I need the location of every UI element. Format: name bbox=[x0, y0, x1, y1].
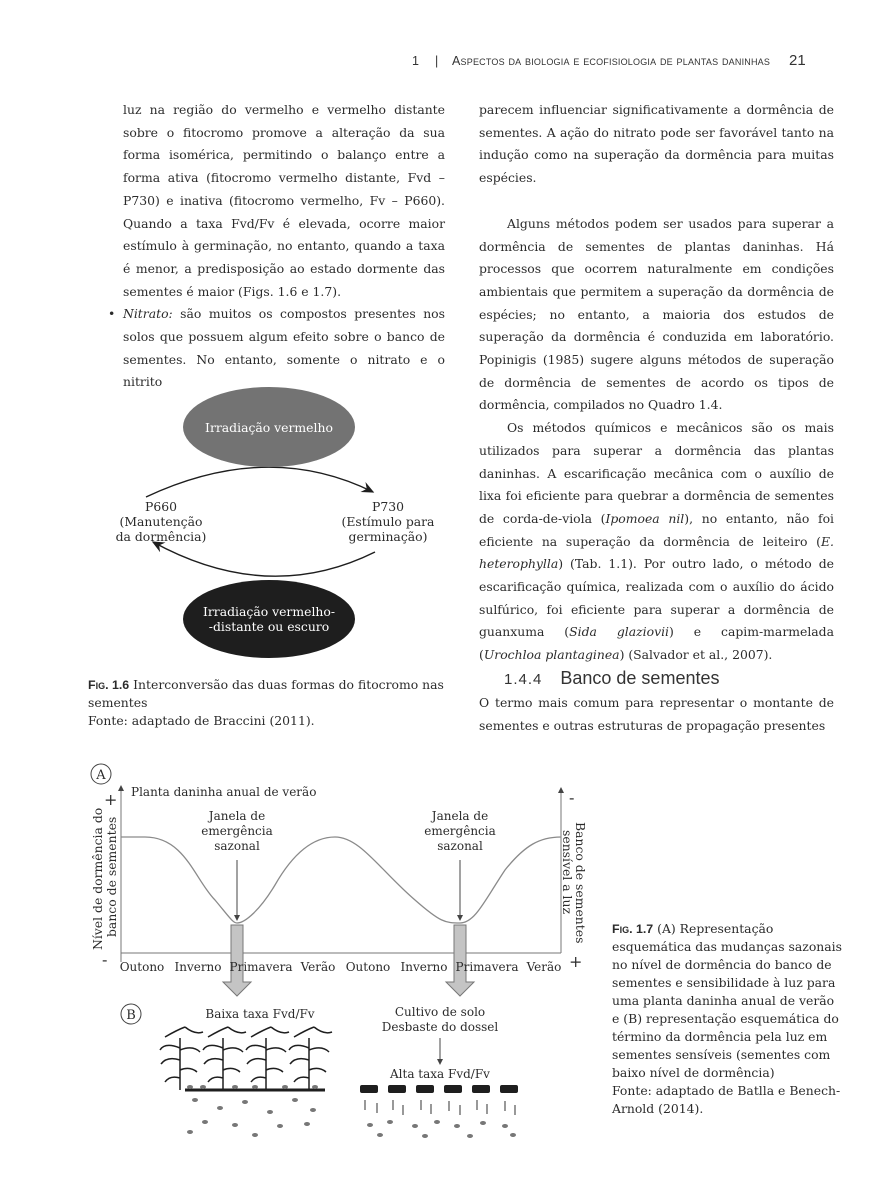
paragraph: O termo mais comum para representar o montante de sementes e outras estruturas de propagação presentes bbox=[479, 695, 834, 733]
section-title: Banco de sementes bbox=[560, 668, 720, 688]
bullet-text: são muitos os compostos presentes nos solos que possuem algum efeito sobre o banco de sementes. No entanto, somente o nitrato e o nitrito bbox=[123, 306, 445, 390]
svg-text:Banco de sementes: Banco de sementes bbox=[573, 822, 588, 944]
svg-text:Cultivo de solo: Cultivo de solo bbox=[394, 1005, 486, 1019]
species-name: Urochloa plantaginea bbox=[483, 647, 620, 663]
figure-source: Fonte: adaptado de Batlla e Benech-Arnold (2014). bbox=[612, 1083, 841, 1116]
seasonal-dormancy-chart bbox=[85, 760, 605, 1160]
figure-1-6-caption: Fig. 1.6 Interconversão das duas formas do fitocromo nas sementes Fonte: adaptado de Braccini (2011). bbox=[88, 676, 448, 730]
figure-1-6-diagram bbox=[88, 380, 458, 660]
red-irradiation-ellipse: Irradiação vermelho bbox=[183, 387, 355, 467]
dormancy-curve bbox=[121, 837, 561, 923]
figure-label: Fig. 1.7 bbox=[612, 922, 654, 936]
svg-text:Verão: Verão bbox=[300, 960, 336, 974]
far-red-irradiation-ellipse: Irradiação vermelho- -distante ou escuro bbox=[183, 580, 355, 658]
bullet-icon: • bbox=[108, 306, 116, 322]
svg-text:Desbaste do dossel: Desbaste do dossel bbox=[381, 1020, 499, 1034]
right-column bbox=[479, 99, 834, 667]
chapter-number: 1 bbox=[412, 54, 419, 68]
right-column-continued bbox=[479, 692, 834, 737]
svg-text:Primavera: Primavera bbox=[229, 960, 293, 974]
figure-source: Fonte: adaptado de Braccini (2011). bbox=[88, 713, 315, 728]
paragraph: luz na região do vermelho e vermelho distante sobre o fitocromo promove a alteração da sua forma isomérica, permitindo o balanço entre a forma ativa (fitocromo vermelho distante, Fvd – P730) e inativa (fitocromo vermelho, Fv – P660). Quando a taxa Fvd/Fv é elevada, ocorre maior estímulo à germinação, no entanto, quando a taxa é menor, a predisposição ao estado dormente das sementes é maior (Figs. 1.6 e 1.7). bbox=[123, 102, 445, 299]
svg-text:sensível a luz: sensível a luz bbox=[560, 830, 575, 915]
arrow-right-icon bbox=[146, 467, 373, 497]
species-name: Ipomoea nil bbox=[605, 510, 685, 526]
running-header bbox=[412, 54, 812, 74]
svg-text:sazonal: sazonal bbox=[214, 839, 260, 853]
paragraph: Os métodos químicos e mecânicos são os mais utilizados para superar a dormência das plantas daninhas. A escarificação mecânica com o auxílio de lixa foi eficiente para quebrar a dormência de sementes de corda-de-viola (Ipomoea nil), no entanto, não foi eficiente na superação da dormência de leiteiro (E. heterophylla) (Tab. 1.1). Por outro lado, o método de escarificação química, realizada com o auxílio do ácido sulfúrico, foi eficiente para superar a dormência de guanxuma (Sida glaziovii) e capim-marmelada (Urochloa plantaginea) (Salvador et al., 2007). bbox=[479, 420, 835, 663]
svg-text:+: + bbox=[104, 790, 118, 809]
species-name: E. heterophylla bbox=[479, 533, 834, 572]
section-number: 1.4.4 bbox=[504, 671, 543, 688]
paragraph: Alguns métodos podem ser usados para superar a dormência de sementes de plantas daninhas. Há processos que ocorrem naturalmente em condições ambientais que permitem a superação da dormência de espécies; no entanto, a maioria dos estudos de superação da dormência é conduzida em laboratório. Popinigis (1985) sugere alguns métodos de superação de dormência de sementes de acordo os tipos de dormência, compilados no Quadro 1.4. bbox=[479, 215, 834, 413]
svg-text:Baixa taxa Fvd/Fv: Baixa taxa Fvd/Fv bbox=[205, 1007, 315, 1021]
figure-1-7-diagram bbox=[85, 760, 605, 1160]
tall-plants-icon bbox=[160, 1027, 332, 1090]
svg-text:B: B bbox=[126, 1008, 136, 1023]
figure-1-7-caption: Fig. 1.7 (A) Representação esquemática das mudanças sazonais no nível de dormência do banco de sementes e sensibilidade à luz para uma planta daninha anual de verão e (B) representação esquemática do término da dormência pela luz em sementes sensíveis (sementes com baixo nível de dormência) Fonte: adaptado de Batlla e Benech-Arnold (2014). bbox=[612, 921, 842, 1116]
figure-label: Fig. 1.6 bbox=[88, 678, 130, 692]
svg-text:Nível de dormência do: Nível de dormência do bbox=[90, 807, 105, 950]
paragraph: parecem influenciar significativamente a dormência de sementes. A ação do nitrato pode ser favorável tanto na indução como na superação da dormência para muitas espécies. bbox=[479, 102, 834, 186]
p730-label: P730 (Estímulo para germinação) bbox=[341, 499, 435, 544]
svg-text:Outono: Outono bbox=[119, 960, 165, 974]
svg-text:Inverno: Inverno bbox=[174, 960, 222, 974]
svg-text:Janela de: Janela de bbox=[431, 809, 489, 823]
svg-text:sazonal: sazonal bbox=[437, 839, 483, 853]
svg-text:Inverno: Inverno bbox=[400, 960, 448, 974]
p660-label: P660 (Manutenção da dormência) bbox=[115, 499, 207, 544]
bullet-term: Nitrato: bbox=[123, 306, 173, 322]
svg-text:banco de sementes: banco de sementes bbox=[104, 816, 119, 937]
germinating-seeds-icon bbox=[360, 1085, 518, 1138]
arrow-left-icon bbox=[153, 542, 375, 576]
svg-text:-: - bbox=[102, 950, 108, 969]
svg-text:Verão: Verão bbox=[526, 960, 562, 974]
left-column bbox=[108, 99, 445, 394]
page-number: 21 bbox=[789, 52, 806, 69]
svg-text:Primavera: Primavera bbox=[455, 960, 519, 974]
svg-text:Outono: Outono bbox=[345, 960, 391, 974]
svg-text:Alta taxa Fvd/Fv: Alta taxa Fvd/Fv bbox=[390, 1067, 490, 1081]
svg-text:Janela de: Janela de bbox=[208, 809, 266, 823]
section-heading bbox=[504, 668, 719, 689]
species-name: Sida glaziovii bbox=[569, 624, 670, 640]
buried-seeds-icon bbox=[187, 1085, 318, 1137]
svg-text:emergência: emergência bbox=[201, 824, 273, 838]
svg-text:Planta daninha anual de verão: Planta daninha anual de verão bbox=[131, 785, 317, 799]
svg-text:A: A bbox=[96, 768, 106, 783]
svg-text:emergência: emergência bbox=[424, 824, 496, 838]
svg-text:+: + bbox=[569, 952, 583, 971]
svg-text:-: - bbox=[569, 788, 575, 807]
header-separator: | bbox=[435, 54, 439, 68]
chapter-title: Aspectos da biologia e ecofisiologia de plantas daninhas bbox=[452, 54, 771, 68]
